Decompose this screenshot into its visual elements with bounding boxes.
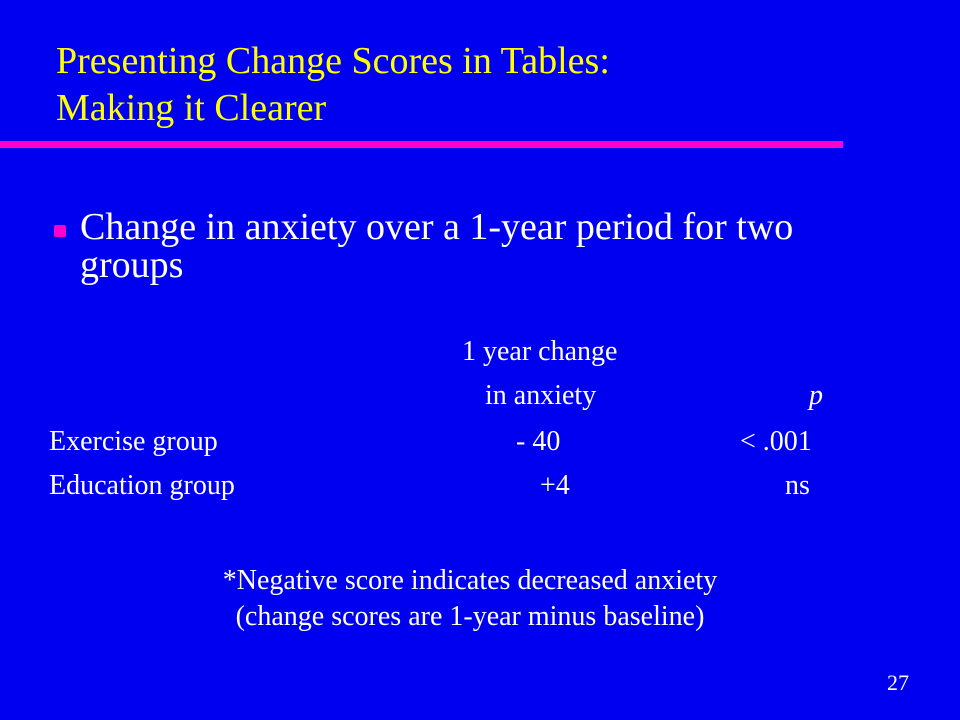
table-row-2-p: ns	[785, 470, 810, 501]
footnote-line-2: (change scores are 1-year minus baseline)	[235, 601, 705, 632]
page-number: 27	[887, 670, 909, 695]
title-underline	[0, 141, 843, 148]
table-header-p: p	[809, 380, 823, 411]
table-row-2-change: +4	[540, 470, 570, 501]
footnote-line-1: *Negative score indicates decreased anxiety	[222, 565, 718, 596]
title-line-1: Presenting Change Scores in Tables:	[56, 40, 610, 82]
table-row-2-group: Education group	[49, 470, 235, 501]
slide-title	[56, 38, 876, 132]
table-header-change-line-1: 1 year change	[462, 336, 618, 367]
table-row-1-p: < .001	[740, 426, 812, 457]
table-row-1-change: - 40	[516, 426, 561, 457]
table-header-change-line-2: in anxiety	[485, 380, 597, 411]
table-row-1-group: Exercise group	[49, 426, 218, 457]
title-line-2: Making it Clearer	[56, 87, 327, 129]
bullet-marker-icon	[54, 225, 66, 237]
bullet-text: Change in anxiety over a 1-year period for two groups	[80, 206, 794, 286]
